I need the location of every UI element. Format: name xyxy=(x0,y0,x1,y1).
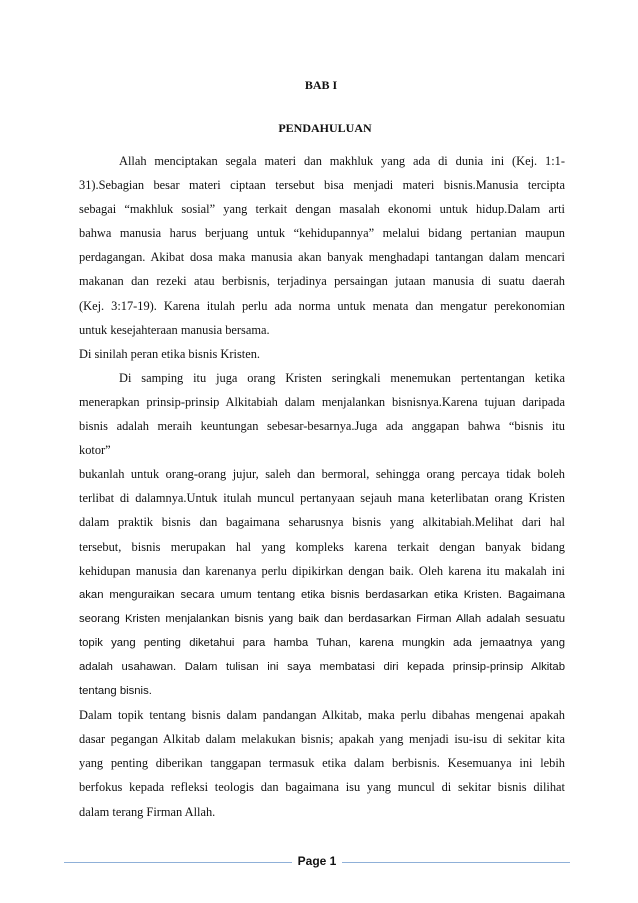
text-line: Dalam topik tentang bisnis dalam pandangan Alkitab, maka perlu dibahas mengenai apakah xyxy=(79,708,565,723)
footer-rule-right xyxy=(342,862,570,863)
text-line: (Kej. 3:17-19). Karena itulah perlu ada norma untuk menata dan mengatur perekonomian xyxy=(79,298,565,313)
text-line: sebagai “makhluk sosial” yang terkait dengan masalah ekonomi untuk hidup.Dalam arti xyxy=(79,202,565,217)
text-line: bisnis adalah meraih keuntungan sebesar-besarnya.Juga ada anggapan bahwa “bisnis itu xyxy=(79,419,565,434)
text-line: makanan dan rezeki atau berbisnis, terjadinya persaingan jutaan manusia di suatu daerah xyxy=(79,274,565,289)
chapter-heading: BAB I xyxy=(304,78,338,92)
text-line: untuk kesejahteraan manusia bersama. xyxy=(79,322,270,337)
text-line: akan menguraikan secara umum tentang etika bisnis berdasarkan etika Kristen. Bagaimana xyxy=(79,588,565,601)
text-line: Di samping itu juga orang Kristen seringkali menemukan pertentangan ketika xyxy=(119,370,565,385)
chapter-title: PENDAHULUAN xyxy=(278,121,372,135)
text-line: 31).Sebagian besar materi ciptaan tersebut bisa menjadi materi bisnis.Manusia tercipta xyxy=(79,178,565,193)
page-number: Page 1 xyxy=(297,854,337,868)
text-line: topik yang penting diketahui para hamba Tuhan, karena mungkin ada jemaatnya yang xyxy=(79,636,565,649)
text-line: perdagangan. Akibat dosa maka manusia akan banyak menghadapi tantangan dalam mencari xyxy=(79,250,565,265)
text-line: Di sinilah peran etika bisnis Kristen. xyxy=(79,346,261,361)
body-text xyxy=(79,149,565,824)
text-line: kotor” xyxy=(79,443,111,458)
text-line: bukanlah untuk orang-orang jujur, saleh dan bermoral, sehingga orang percaya tidak boleh xyxy=(79,467,565,482)
text-line: Allah menciptakan segala materi dan makhluk yang ada di dunia ini (Kej. 1:1- xyxy=(119,154,565,168)
text-line: yang penting diberikan tanggapan termasuk etika dalam berbisnis. Kesemuanya ini lebih xyxy=(79,756,565,771)
text-line: berfokus kepada refleksi teologis dan bagaimana isu yang muncul di sekitar bisnis dilihat xyxy=(79,780,565,795)
text-line: menerapkan prinsip-prinsip Alkitabiah dalam menjalankan bisnisnya.Karena tujuan daripada xyxy=(79,394,565,409)
text-line: kehidupan manusia dan karenanya perlu dipikirkan dengan baik. Oleh karena itu makalah ini xyxy=(79,563,565,578)
footer-rule-left xyxy=(64,862,292,863)
text-line: dalam praktik bisnis dan bagaimana seharusnya bisnis yang alkitabiah.Melihat dari hal xyxy=(79,515,565,530)
text-line: seorang Kristen menjalankan bisnis yang baik dan berdasarkan Firman Allah adalah sesuatu xyxy=(79,612,565,625)
text-line: adalah usahawan. Dalam tulisan ini saya membatasi diri kepada prinsip-prinsip Alkitab xyxy=(79,660,565,673)
text-line: tersebut, bisnis merupakan hal yang kompleks karena terkait dengan banyak bidang xyxy=(79,539,565,554)
text-line: dasar pegangan Alkitab dalam melakukan bisnis; apakah yang menjadi isu-isu di sekitar kita xyxy=(79,732,565,747)
text-line: tentang bisnis. xyxy=(79,685,152,698)
text-line: dalam terang Firman Allah. xyxy=(79,804,216,819)
text-line: bahwa manusia harus berjuang untuk “kehidupannya” melalui bidang pertanian maupun xyxy=(79,226,565,241)
text-line: terlibat di dalamnya.Untuk itulah muncul pertanyaan sejauh mana keterlibatan orang Kristen xyxy=(79,491,565,506)
